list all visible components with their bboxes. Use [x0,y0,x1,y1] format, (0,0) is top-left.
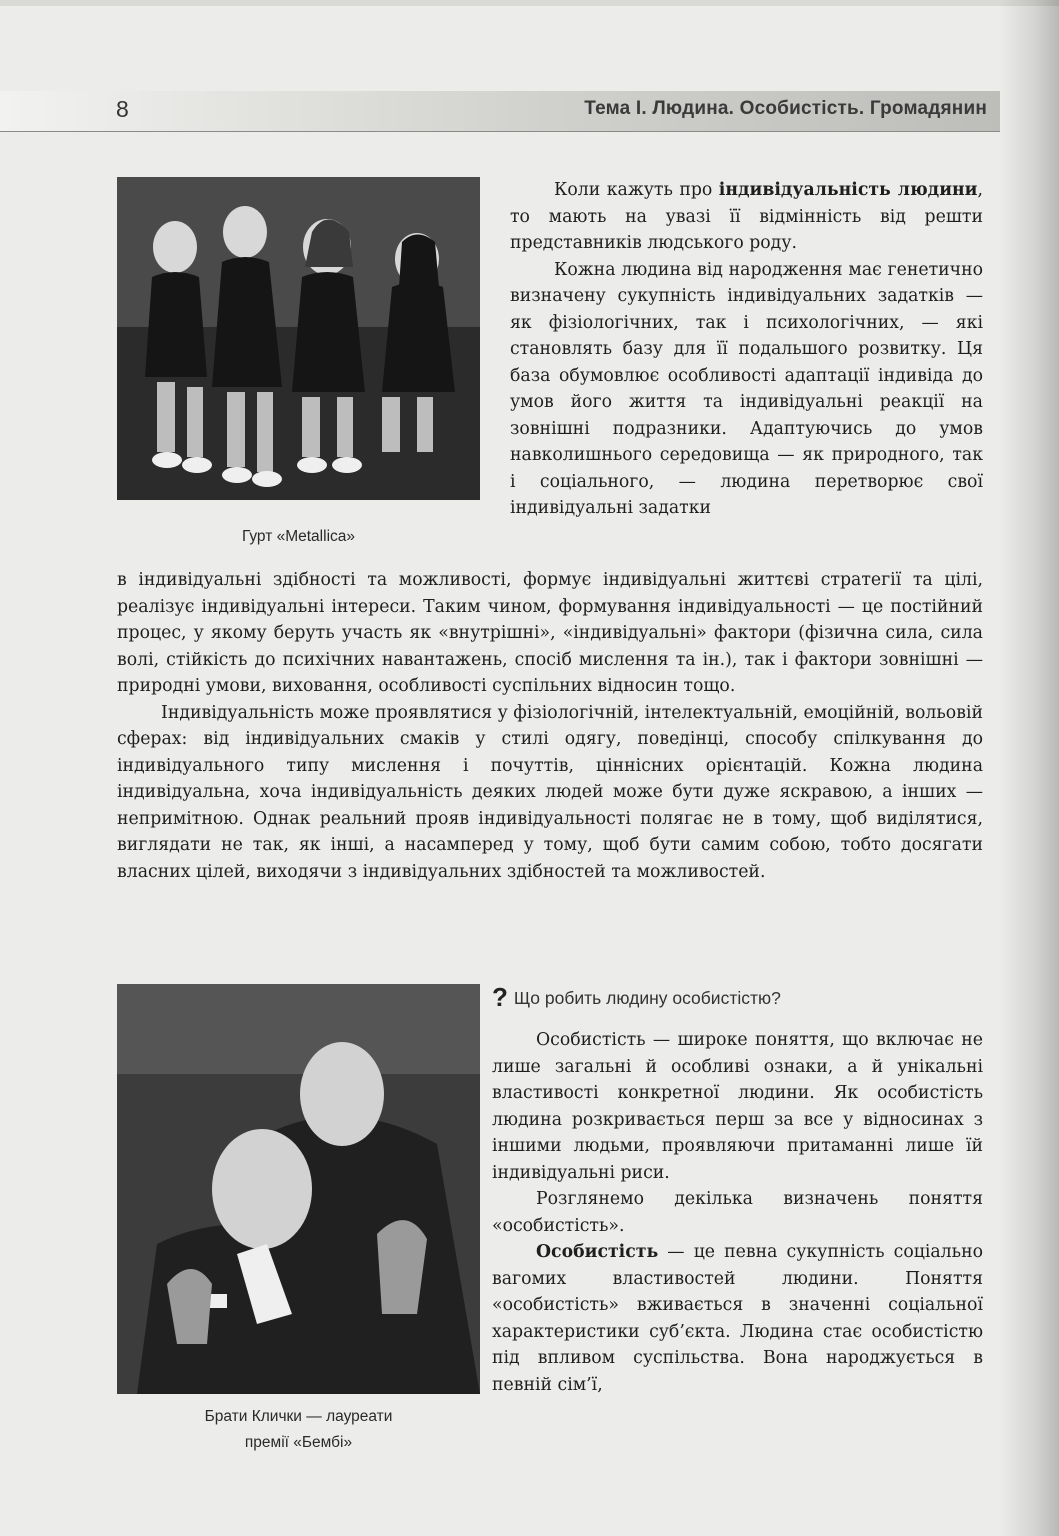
paragraph-personality-concept: Особистість — широке поняття, що включає не лише загальні й особливі ознаки, а й унікальні властивості конкретної людини. Як особистість людина розкривається перш за все у відносинах з іншими людьми, проявляючи притаманні лише їй індивідуальні риси. [492,1030,983,1183]
paragraph-inborn-traits-continued: в індивідуальні здібності та можливості, формує індивідуальні життєві стратегії та цілі, реалізує індивідуальні інтереси. Таким чином, формування індивідуальності — це постійний процес, у якому беруть участь як «внутрішні», «індивідуальні» фактори (фізична сила, сила волі, стійкість до психічних навантажень, спосіб мислення та ін.), так і фактори зовнішні — природні умови, виховання, особливості суспільних відносин тощо. [117,570,983,696]
paragraph-inborn-traits: Кожна людина від народження має генетично визначену сукупність індивідуальних задатків — як фізіологічних, так і психологічних, — які становлять базу для її подальшого розвитку. Ця база обумовлює особливості адаптації індивіда до умов його життя та індивідуальні реакції на зовнішні подразники. Адаптуючись до умов навколишнього середовища — як природного, так і соціального, — людина перетворює свої індивідуальні задатки [510,259,983,518]
paragraph-individuality-spheres: Індивідуальність може проявлятися у фізіологічній, інтелектуальній, емоційній, вольовій сферах: від індивідуальних смаків у стилі одягу, поведінці, способу спілкування до індивідуального типу мислення і почуттів, ціннісних орієнтацій. Кожна людина індивідуальна, хоча індивідуальність деяких людей може бути дуже яскравою, а інших — непримітною. Однак реальний прояв індивідуальності полягає не в тому, щоб виділятися, виглядати не так, як інші, а насамперед у тому, щоб бути самим собою, тобто досягати власних цілей, виходячи з індивідуальних здібностей та можливостей. [117,702,983,882]
paragraph-personality-definition: Особистість — це певна сукупність соціально вагомих властивостей людини. Поняття «особистість» вживається в значенні соціальної характеристики суб’єкта. Людина стає особистістю під впливом суспільства. Вона народжується в певній сім’ї, [492,1242,983,1395]
page-top-edge [0,0,1059,6]
paragraph-definitions-intro: Розглянемо декілька визначень поняття «особистість». [492,1189,983,1236]
caption-line-2: премії «Бембі» [244,1434,353,1451]
metallica-photo-caption: Гурт «Metallica» [241,528,356,545]
page-number: 8 [116,96,129,122]
section-question-heading [492,982,781,1013]
full-width-text [117,567,983,885]
personality-column-text [492,1027,983,1398]
klitschko-brothers-photo [117,984,480,1394]
term-individuality: індивідуальність людини [718,180,978,200]
intro-column-text [510,177,983,522]
klitschko-photo-caption [117,1404,480,1456]
running-header-title: Тема І. Людина. Особистість. Громадянин [584,98,987,119]
question-text: Що робить людину особистістю? [513,988,781,1008]
caption-line-1: Брати Клички — лауреати [204,1408,393,1425]
page-gutter-shadow [999,0,1059,1536]
term-personality: Особистість [536,1242,659,1262]
metallica-photo-illustration [117,177,480,500]
klitschko-photo-illustration [117,984,480,1394]
question-mark-icon: ? [492,982,508,1012]
paragraph-individuality-definition: Коли кажуть про індивідуальність людини, то мають на увазі її відмінність від решти представників людського роду. [510,180,983,253]
metallica-photo [117,177,480,500]
